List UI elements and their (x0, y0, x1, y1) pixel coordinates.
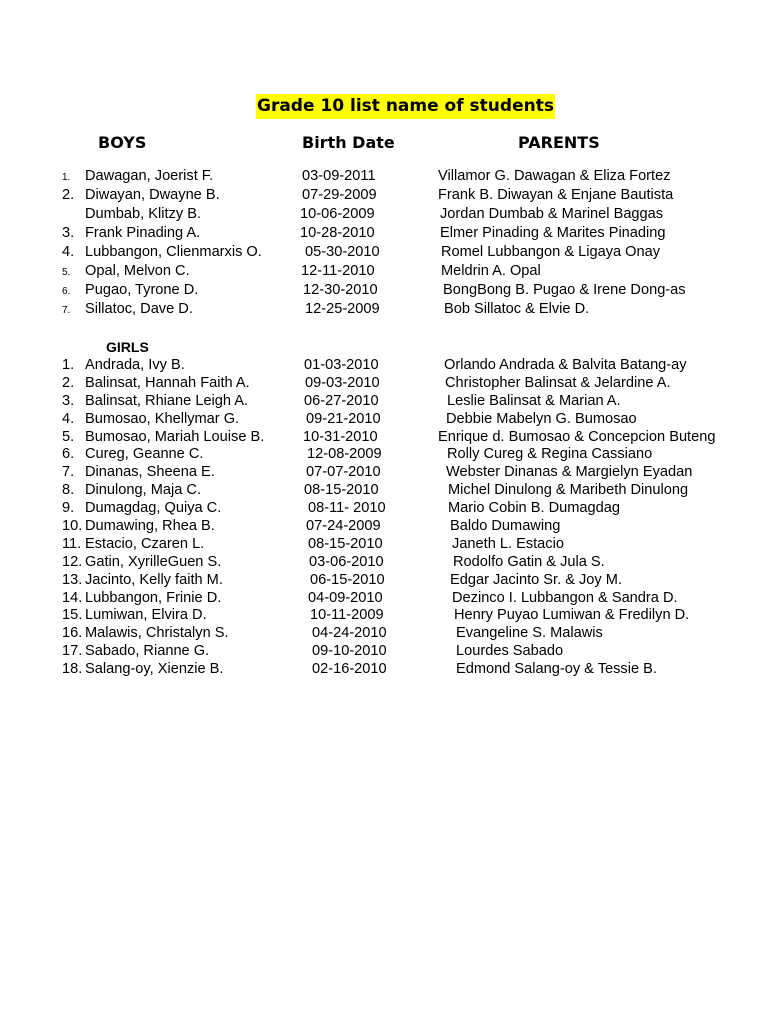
student-name: Sabado, Rianne G. (85, 643, 210, 660)
boys-row (0, 243, 768, 262)
parents-names: Rodolfo Gatin & Jula S. (453, 553, 605, 570)
student-name: Salang-oy, Xienzie B. (85, 661, 224, 678)
parents-names: Orlando Andrada & Balvita Batang-ay (444, 357, 687, 373)
birth-date: 10-28-2010 (300, 225, 375, 241)
student-name: Lumiwan, Elvira D. (85, 607, 207, 624)
girls-row (0, 375, 768, 393)
birth-date: 12-25-2009 (305, 301, 380, 317)
row-number: 6. (62, 286, 71, 297)
birth-date: 03-06-2010 (309, 553, 384, 570)
girls-row (0, 446, 768, 464)
parents-names: Romel Lubbangon & Ligaya Onay (441, 244, 661, 260)
student-name: Cureg, Geanne C. (85, 446, 204, 463)
student-name: Sillatoc, Dave D. (85, 301, 193, 317)
birth-date: 12-08-2009 (307, 446, 382, 463)
student-name: Malawis, Christalyn S. (85, 625, 229, 642)
parents-names: Leslie Balinsat & Marian A. (447, 392, 621, 409)
girls-row (0, 518, 768, 536)
parents-names: Baldo Dumawing (450, 518, 561, 535)
birth-date: 10-11-2009 (310, 607, 384, 624)
birth-date: 07-29-2009 (302, 187, 377, 203)
row-number: 2. (62, 374, 75, 391)
girls-header: GIRLS (106, 339, 149, 355)
girls-row (0, 661, 768, 679)
boys-row (0, 262, 768, 281)
row-number: 4. (62, 244, 75, 260)
student-name: Opal, Melvon C. (85, 263, 190, 279)
row-number: 9. (62, 500, 75, 517)
parents-names: Villamor G. Dawagan & Eliza Fortez (438, 168, 671, 184)
birth-date: 08-15-2010 (308, 535, 383, 552)
row-number: 7. (62, 464, 75, 481)
student-name: Balinsat, Rhiane Leigh A. (85, 392, 249, 409)
student-name: Andrada, Ivy B. (85, 357, 185, 373)
girls-row (0, 607, 768, 625)
girls-list (0, 357, 768, 679)
parents-names: Bob Sillatoc & Elvie D. (444, 301, 590, 317)
parents-names: Edmond Salang-oy & Tessie B. (456, 661, 657, 678)
page-title: Grade 10 list name of students (256, 94, 555, 119)
girls-row (0, 625, 768, 643)
student-name: Dumagdag, Quiya C. (85, 500, 222, 517)
row-number: 1. (62, 172, 71, 183)
girls-row (0, 590, 768, 608)
row-number: 11. (62, 535, 82, 552)
boys-row (0, 281, 768, 300)
student-name: Dinanas, Sheena E. (85, 464, 215, 481)
row-number: 12. (62, 553, 83, 570)
row-number: 3. (62, 392, 75, 409)
row-number: 1. (62, 357, 75, 373)
birth-date: 04-24-2010 (312, 625, 387, 642)
row-number: 8. (62, 482, 75, 499)
girls-row (0, 572, 768, 590)
boys-row (0, 300, 768, 319)
birth-date: 08-11- 2010 (308, 500, 386, 517)
birth-date: 03-09-2011 (302, 168, 376, 184)
parents-names: Henry Puyao Lumiwan & Fredilyn D. (454, 607, 690, 624)
student-name: Frank Pinading A. (85, 225, 201, 241)
boys-list (0, 167, 768, 319)
birth-date: 02-16-2010 (312, 661, 387, 678)
girls-row (0, 500, 768, 518)
parents-names: Enrique d. Bumosao & Concepcion Buteng (438, 428, 716, 445)
birth-date: 10-31-2010 (303, 428, 378, 445)
student-name: Dumbab, Klitzy B. (85, 206, 201, 222)
birth-date: 09-10-2010 (312, 643, 387, 660)
row-number: 17. (62, 643, 83, 660)
parents-names: Elmer Pinading & Marites Pinading (440, 225, 666, 241)
student-name: Bumosao, Khellymar G. (85, 410, 240, 427)
student-name: Bumosao, Mariah Louise B. (85, 428, 265, 445)
student-name: Lubbangon, Clienmarxis O. (85, 244, 262, 260)
row-number: 14. (62, 589, 83, 606)
girls-row (0, 357, 768, 375)
row-number: 10. (62, 518, 83, 535)
birth-date: 07-07-2010 (306, 464, 381, 481)
parents-names: Debbie Mabelyn G. Bumosao (446, 410, 637, 427)
birth-date: 01-03-2010 (304, 357, 379, 373)
parents-names: Rolly Cureg & Regina Cassiano (447, 446, 653, 463)
girls-row (0, 411, 768, 429)
birth-date: 08-15-2010 (304, 482, 379, 499)
parents-header: PARENTS (518, 133, 600, 152)
birth-date: 09-21-2010 (306, 410, 381, 427)
row-number: 13. (62, 571, 83, 588)
boys-row (0, 224, 768, 243)
parents-names: Janeth L. Estacio (452, 535, 564, 552)
boys-row (0, 186, 768, 205)
girls-row (0, 393, 768, 411)
row-number: 4. (62, 410, 75, 427)
student-name: Lubbangon, Frinie D. (85, 589, 222, 606)
parents-names: Meldrin A. Opal (441, 263, 541, 279)
row-number: 2. (62, 187, 75, 203)
birth-date: 06-15-2010 (310, 571, 385, 588)
student-name: Estacio, Czaren L. (85, 535, 205, 552)
student-name: Diwayan, Dwayne B. (85, 187, 220, 203)
birth-date-header: Birth Date (302, 133, 395, 152)
student-name: Gatin, XyrilleGuen S. (85, 553, 222, 570)
parents-names: Evangeline S. Malawis (456, 625, 603, 642)
parents-names: Edgar Jacinto Sr. & Joy M. (450, 571, 622, 588)
girls-row (0, 554, 768, 572)
parents-names: Frank B. Diwayan & Enjane Bautista (438, 187, 674, 203)
row-number: 6. (62, 446, 75, 463)
birth-date: 09-03-2010 (305, 374, 380, 391)
girls-row (0, 482, 768, 500)
birth-date: 12-11-2010 (301, 263, 375, 279)
student-name: Dawagan, Joerist F. (85, 168, 214, 184)
girls-row (0, 643, 768, 661)
row-number: 3. (62, 225, 75, 241)
parents-names: BongBong B. Pugao & Irene Dong-as (443, 282, 686, 298)
row-number: 18. (62, 661, 83, 678)
birth-date: 10-06-2009 (300, 206, 375, 222)
parents-names: Michel Dinulong & Maribeth Dinulong (448, 482, 689, 499)
row-number: 15. (62, 607, 83, 624)
parents-names: Christopher Balinsat & Jelardine A. (445, 374, 671, 391)
birth-date: 06-27-2010 (304, 392, 379, 409)
parents-names: Dezinco I. Lubbangon & Sandra D. (452, 589, 678, 606)
student-name: Balinsat, Hannah Faith A. (85, 374, 250, 391)
girls-row (0, 429, 768, 447)
parents-names: Jordan Dumbab & Marinel Baggas (440, 206, 664, 222)
row-number: 7. (62, 305, 71, 316)
parents-names: Webster Dinanas & Margielyn Eyadan (446, 464, 693, 481)
student-name: Dumawing, Rhea B. (85, 518, 215, 535)
girls-row (0, 464, 768, 482)
student-name: Jacinto, Kelly faith M. (85, 571, 223, 588)
birth-date: 04-09-2010 (308, 589, 383, 606)
girls-row (0, 536, 768, 554)
boys-row (0, 205, 768, 224)
row-number: 5. (62, 428, 75, 445)
birth-date: 12-30-2010 (303, 282, 378, 298)
student-name: Pugao, Tyrone D. (85, 282, 199, 298)
parents-names: Lourdes Sabado (456, 643, 564, 660)
birth-date: 05-30-2010 (305, 244, 380, 260)
boys-row (0, 167, 768, 186)
student-name: Dinulong, Maja C. (85, 482, 201, 499)
birth-date: 07-24-2009 (306, 518, 381, 535)
parents-names: Mario Cobin B. Dumagdag (448, 500, 620, 517)
boys-header: BOYS (98, 133, 147, 152)
row-number: 5. (62, 267, 71, 278)
row-number: 16. (62, 625, 83, 642)
